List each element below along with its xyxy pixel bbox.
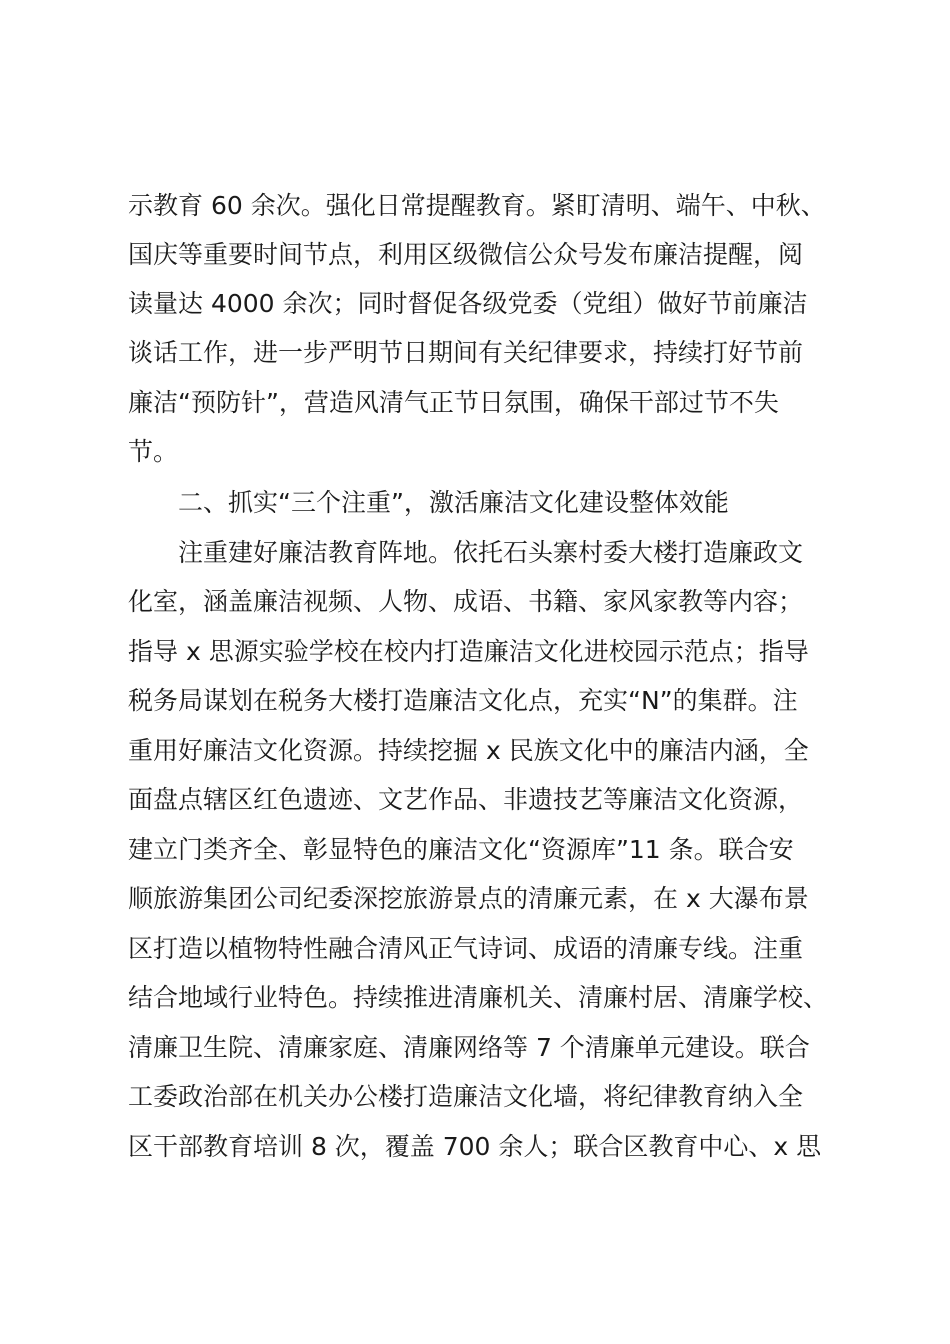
text-line: 读量达 4000 余次；同时督促各级党委（党组）做好节前廉洁 (128, 289, 808, 318)
text-line: 示教育 60 余次。强化日常提醒教育。紧盯清明、端午、中秋、 (128, 191, 826, 220)
text-line: 谈话工作，进一步严明节日期间有关纪律要求，持续打好节前 (128, 338, 804, 367)
text-line: 化室，涵盖廉洁视频、人物、成语、书籍、家风家教等内容； (128, 587, 804, 616)
section-heading: 二、抓实“三个注重”，激活廉洁文化建设整体效能 (178, 488, 729, 517)
text-line: 注重建好廉洁教育阵地。依托石头寨村委大楼打造廉政文 (178, 538, 804, 567)
text-line: 重用好廉洁文化资源。持续挖掘 x 民族文化中的廉洁内涵，全 (128, 736, 809, 765)
text-line: 区干部教育培训 8 次，覆盖 700 余人；联合区教育中心、x 思 (128, 1132, 822, 1161)
text-line: 节。 (128, 437, 179, 466)
text-line: 廉洁“预防针”，营造风清气正节日氛围，确保干部过节不失 (128, 388, 779, 417)
text-line: 区打造以植物特性融合清风正气诗词、成语的清廉专线。注重 (128, 934, 804, 963)
text-line: 结合地域行业特色。持续推进清廉机关、清廉村居、清廉学校、 (128, 983, 829, 1012)
text-line: 工委政治部在机关办公楼打造廉洁文化墙，将纪律教育纳入全 (128, 1082, 804, 1111)
text-line: 面盘点辖区红色遗迹、文艺作品、非遗技艺等廉洁文化资源， (128, 785, 804, 814)
text-line: 指导 x 思源实验学校在校内打造廉洁文化进校园示范点；指导 (128, 637, 809, 666)
text-line: 税务局谋划在税务大楼打造廉洁文化点，充实“N”的集群。注 (128, 686, 798, 715)
text-line: 建立门类齐全、彰显特色的廉洁文化“资源库”11 条。联合安 (128, 835, 794, 864)
text-line: 清廉卫生院、清廉家庭、清廉网络等 7 个清廉单元建设。联合 (128, 1033, 810, 1062)
text-line: 国庆等重要时间节点，利用区级微信公众号发布廉洁提醒，阅 (128, 240, 804, 269)
text-line: 顺旅游集团公司纪委深挖旅游景点的清廉元素，在 x 大瀑布景 (128, 884, 809, 913)
